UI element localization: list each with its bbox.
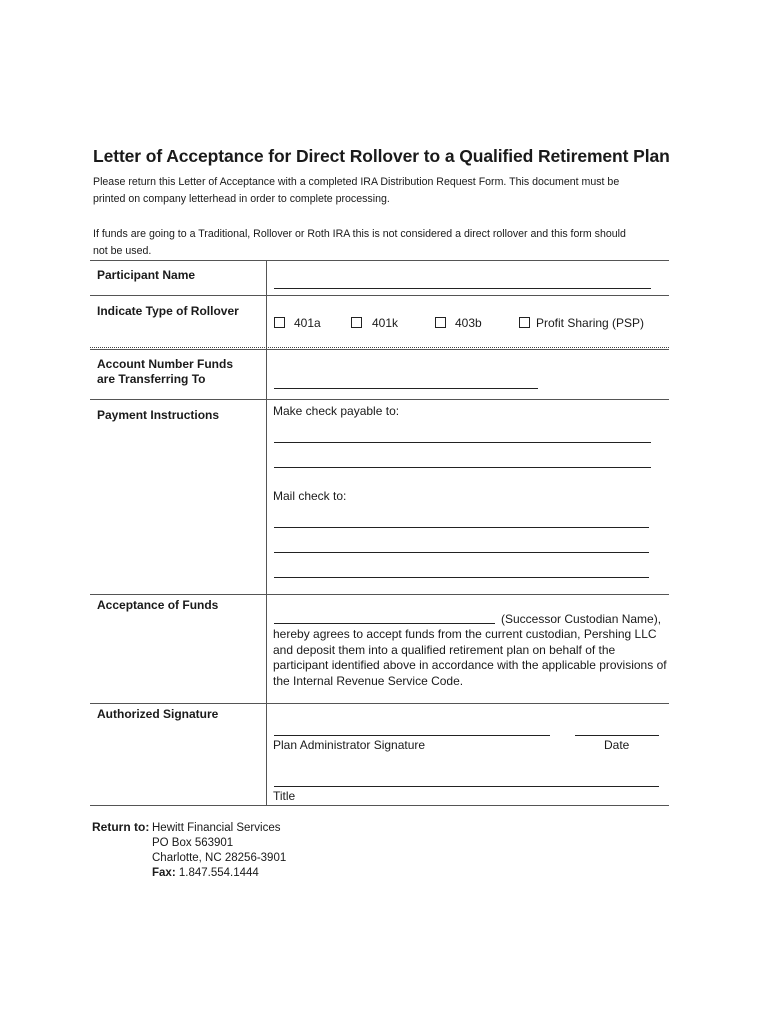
administrator-signature-label: Plan Administrator Signature	[273, 738, 426, 752]
acceptance-line: hereby agrees to accept funds from the current custodian, Pershing LLC	[273, 627, 657, 641]
row-divider	[90, 349, 669, 350]
return-to-fax	[152, 866, 259, 881]
payable-to-label: Make check payable to:	[273, 404, 400, 418]
intro-line: not be used.	[93, 245, 152, 257]
participant-name-label: Participant Name	[97, 268, 196, 282]
account-number-label	[97, 357, 233, 387]
checkbox-403b[interactable]	[435, 317, 446, 328]
checkbox-label-401k: 401k	[372, 316, 399, 330]
payment-instructions-label: Payment Instructions	[97, 408, 220, 422]
fax-number: 1.847.554.1444	[178, 867, 259, 879]
successor-custodian-field[interactable]	[274, 623, 495, 624]
row-divider	[90, 594, 669, 595]
fax-label: Fax:	[152, 867, 176, 879]
mail-to-label: Mail check to:	[273, 489, 347, 503]
acceptance-line: participant identified above in accordance with the applicable provisions of	[273, 658, 667, 672]
payable-to-field-2[interactable]	[274, 467, 651, 468]
row-divider	[90, 295, 669, 296]
table-bottom-rule	[90, 805, 669, 806]
table-top-rule	[90, 260, 669, 261]
page-title: Letter of Acceptance for Direct Rollover to a Qualified Retirement Plan	[93, 146, 670, 166]
acceptance-line: the Internal Revenue Service Code.	[273, 673, 464, 688]
acceptance-paragraph	[273, 627, 703, 689]
authorized-signature-label: Authorized Signature	[97, 707, 219, 721]
account-number-field[interactable]	[274, 388, 538, 389]
payable-to-field-1[interactable]	[274, 442, 651, 443]
checkbox-label-401a: 401a	[294, 316, 321, 330]
intro-paragraph-1	[93, 174, 619, 208]
intro-line: printed on company letterhead in order to complete processing.	[93, 193, 390, 205]
row-divider	[90, 399, 669, 400]
title-label: Title	[273, 789, 296, 803]
date-field[interactable]	[575, 735, 659, 736]
title-field[interactable]	[274, 786, 659, 787]
intro-paragraph-2	[93, 226, 626, 260]
checkbox-401k[interactable]	[351, 317, 362, 328]
successor-custodian-label: (Successor Custodian Name),	[501, 612, 662, 626]
table-column-divider	[266, 260, 267, 805]
return-to-name: Hewitt Financial Services	[152, 822, 281, 834]
intro-line: If funds are going to a Traditional, Rollover or Roth IRA this is not considered a direct rollover and this form should	[93, 228, 626, 240]
account-number-label-line: are Transferring To	[97, 372, 206, 386]
administrator-signature-field[interactable]	[274, 735, 550, 736]
date-label: Date	[604, 738, 630, 752]
checkbox-label-403b: 403b	[455, 316, 482, 330]
checkbox-psp[interactable]	[519, 317, 530, 328]
checkbox-label-psp: Profit Sharing (PSP)	[536, 316, 645, 330]
return-to-label: Return to:	[92, 820, 150, 834]
acceptance-of-funds-label: Acceptance of Funds	[97, 598, 219, 612]
checkbox-401a[interactable]	[274, 317, 285, 328]
row-divider	[90, 347, 669, 348]
row-divider	[90, 703, 669, 704]
return-to-address-2: Charlotte, NC 28256-3901	[152, 852, 287, 864]
account-number-label-line: Account Number Funds	[97, 357, 234, 371]
return-to-address-1: PO Box 563901	[152, 837, 234, 849]
intro-line: Please return this Letter of Acceptance with a completed IRA Distribution Request Form. This document must be	[93, 176, 620, 188]
mail-to-field-3[interactable]	[274, 577, 649, 578]
acceptance-line: and deposit them into a qualified retirement plan on behalf of the	[273, 642, 616, 657]
mail-to-field-2[interactable]	[274, 552, 649, 553]
rollover-type-label: Indicate Type of Rollover	[97, 304, 239, 318]
mail-to-field-1[interactable]	[274, 527, 649, 528]
participant-name-field[interactable]	[274, 288, 651, 289]
